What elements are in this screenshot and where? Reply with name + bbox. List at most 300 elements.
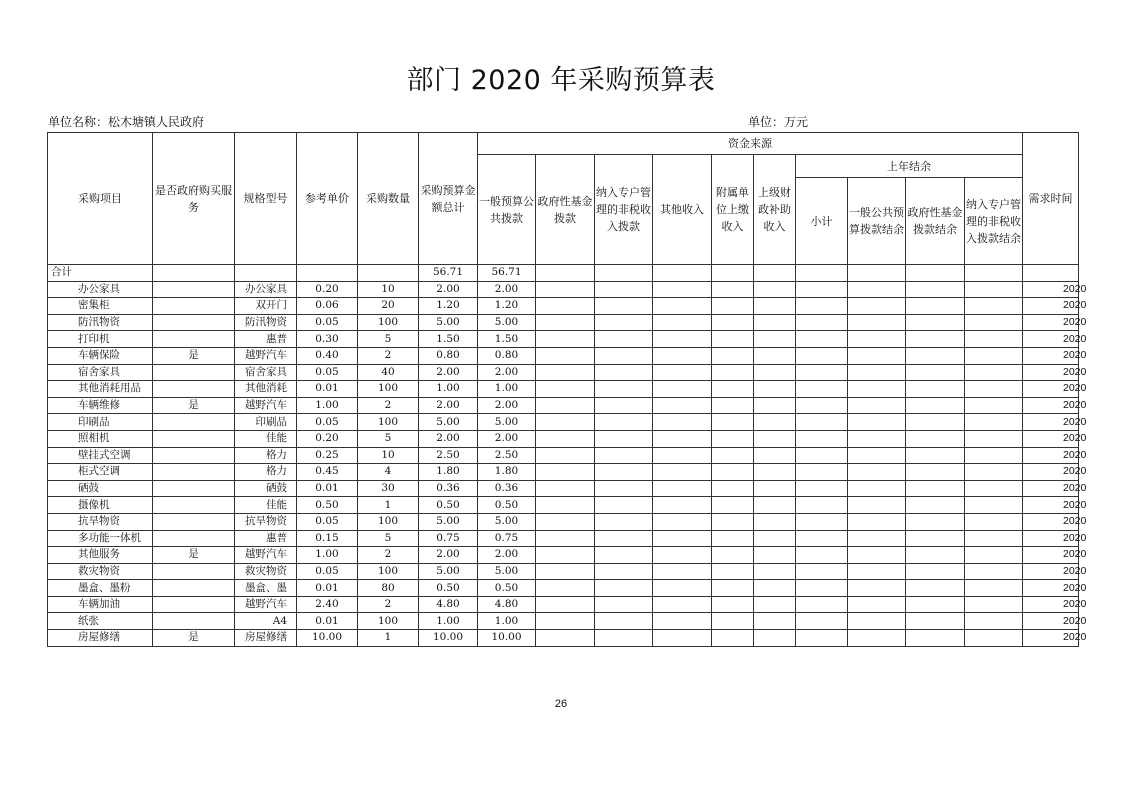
cell-demand-time: 2020 [1023, 480, 1079, 497]
cell-qty: 20 [358, 298, 419, 315]
table-row [48, 580, 1079, 597]
cell-spec: 惠普 [235, 530, 297, 547]
cell-empty [796, 331, 848, 348]
cell-empty [965, 480, 1023, 497]
cell-empty [965, 497, 1023, 514]
cell-empty [848, 447, 906, 464]
cell-empty [595, 596, 653, 613]
cell-empty [848, 314, 906, 331]
cell-empty [965, 447, 1023, 464]
cell-empty [848, 298, 906, 315]
cell-empty [754, 630, 796, 647]
cell-spec: 越野汽车 [235, 397, 297, 414]
cell-unit-price: 0.01 [297, 381, 358, 398]
cell-qty: 4 [358, 464, 419, 481]
cell-empty [536, 497, 595, 514]
cell-empty [536, 613, 595, 630]
cell-gov-service [153, 513, 235, 530]
cell-unit-price: 0.15 [297, 530, 358, 547]
cell-total-budget: 0.80 [419, 347, 478, 364]
cell-demand-time: 2020 [1023, 331, 1079, 348]
cell-empty [653, 414, 712, 431]
cell-empty [965, 630, 1023, 647]
cell-gov-service [153, 530, 235, 547]
cell-empty [965, 464, 1023, 481]
page-title: 部门 2020 年采购预算表 [406, 65, 716, 96]
cell-empty [796, 480, 848, 497]
cell-empty [653, 397, 712, 414]
cell-empty [965, 314, 1023, 331]
cell-gov-service [153, 497, 235, 514]
cell-empty [536, 580, 595, 597]
cell-empty [754, 331, 796, 348]
cell-total-budget: 5.00 [419, 563, 478, 580]
cell-empty [235, 265, 297, 282]
cell-empty [653, 630, 712, 647]
cell-spec: A4 [235, 613, 297, 630]
cell-empty [906, 397, 965, 414]
cell-empty [754, 298, 796, 315]
cell-empty [712, 596, 754, 613]
cell-demand-time: 2020 [1023, 613, 1079, 630]
cell-total-budget: 2.00 [419, 397, 478, 414]
cell-empty [712, 480, 754, 497]
cell-empty [848, 464, 906, 481]
cell-spec: 办公家具 [235, 281, 297, 298]
header-affiliated-income: 附属单位上缴收入 [712, 155, 754, 265]
currency-unit: 单位：万元 [748, 115, 809, 129]
cell-empty [754, 430, 796, 447]
cell-empty [153, 265, 235, 282]
cell-item: 打印机 [48, 331, 153, 348]
cell-general-budget: 0.36 [478, 480, 536, 497]
cell-empty [653, 580, 712, 597]
cell-empty [796, 513, 848, 530]
cell-empty [796, 397, 848, 414]
cell-empty [848, 397, 906, 414]
cell-empty [965, 530, 1023, 547]
total-label: 合计 [48, 265, 153, 282]
cell-empty [848, 497, 906, 514]
cell-demand-time: 2020 [1023, 298, 1079, 315]
table-row [48, 613, 1079, 630]
cell-empty [653, 364, 712, 381]
cell-empty [796, 464, 848, 481]
cell-empty [906, 447, 965, 464]
cell-empty [906, 530, 965, 547]
cell-item: 宿舍家具 [48, 364, 153, 381]
cell-demand-time: 2020 [1023, 464, 1079, 481]
cell-item: 房屋修缮 [48, 630, 153, 647]
cell-empty [536, 630, 595, 647]
cell-empty [796, 547, 848, 564]
cell-empty [653, 613, 712, 630]
cell-qty: 5 [358, 430, 419, 447]
cell-spec: 越野汽车 [235, 547, 297, 564]
cell-empty [536, 347, 595, 364]
table-row [48, 331, 1079, 348]
cell-unit-price: 0.05 [297, 513, 358, 530]
cell-empty [754, 596, 796, 613]
cell-empty [536, 464, 595, 481]
cell-unit-price: 0.45 [297, 464, 358, 481]
cell-empty [796, 265, 848, 282]
cell-empty [906, 630, 965, 647]
cell-empty [536, 530, 595, 547]
header-total-budget: 采购预算金额总计 [419, 133, 478, 265]
cell-empty [653, 298, 712, 315]
table-row [48, 298, 1079, 315]
cell-empty [536, 281, 595, 298]
cell-unit-price: 1.00 [297, 397, 358, 414]
cell-empty [796, 298, 848, 315]
cell-empty [653, 464, 712, 481]
cell-empty [965, 397, 1023, 414]
cell-demand-time: 2020 [1023, 530, 1079, 547]
cell-empty [796, 563, 848, 580]
table-row [48, 497, 1079, 514]
cell-general-budget: 4.80 [478, 596, 536, 613]
cell-item: 其他消耗用品 [48, 381, 153, 398]
cell-empty [906, 547, 965, 564]
cell-general-budget: 2.00 [478, 430, 536, 447]
cell-gov-service [153, 298, 235, 315]
cell-empty [595, 347, 653, 364]
cell-gov-service [153, 414, 235, 431]
unit-name: 单位名称：松木塘镇人民政府 [48, 115, 205, 129]
cell-qty: 10 [358, 447, 419, 464]
cell-total-budget: 0.36 [419, 480, 478, 497]
cell-empty [906, 497, 965, 514]
cell-demand-time: 2020 [1023, 497, 1079, 514]
cell-unit-price: 0.05 [297, 364, 358, 381]
cell-total-budget: 1.00 [419, 381, 478, 398]
cell-empty [536, 430, 595, 447]
cell-item: 墨盒、墨粉 [48, 580, 153, 597]
cell-empty [358, 265, 419, 282]
cell-empty [653, 314, 712, 331]
cell-empty [965, 580, 1023, 597]
cell-empty [712, 580, 754, 597]
cell-empty [536, 331, 595, 348]
header-prev-general: 一般公共预算拨款结余 [848, 178, 906, 265]
cell-empty [754, 613, 796, 630]
table-row [48, 397, 1079, 414]
cell-empty [754, 497, 796, 514]
cell-qty: 2 [358, 347, 419, 364]
cell-spec: 越野汽车 [235, 347, 297, 364]
cell-gov-service [153, 314, 235, 331]
cell-general-budget: 1.00 [478, 613, 536, 630]
cell-empty [906, 314, 965, 331]
table-row [48, 480, 1079, 497]
cell-empty [754, 414, 796, 431]
cell-empty [906, 613, 965, 630]
cell-demand-time: 2020 [1023, 580, 1079, 597]
cell-empty [653, 381, 712, 398]
cell-empty [848, 347, 906, 364]
total-row [48, 265, 1079, 282]
cell-empty [848, 265, 906, 282]
cell-empty [536, 563, 595, 580]
cell-empty [906, 580, 965, 597]
cell-empty [906, 430, 965, 447]
cell-qty: 2 [358, 397, 419, 414]
cell-empty [712, 630, 754, 647]
cell-unit-price: 0.40 [297, 347, 358, 364]
cell-qty: 10 [358, 281, 419, 298]
table-row [48, 347, 1079, 364]
cell-empty [712, 613, 754, 630]
cell-item: 办公家具 [48, 281, 153, 298]
cell-empty [965, 331, 1023, 348]
cell-gov-service [153, 613, 235, 630]
cell-qty: 100 [358, 314, 419, 331]
cell-empty [653, 513, 712, 530]
cell-spec: 格力 [235, 464, 297, 481]
cell-empty [906, 563, 965, 580]
cell-unit-price: 0.05 [297, 314, 358, 331]
table-row [48, 281, 1079, 298]
cell-gov-service [153, 281, 235, 298]
cell-empty [595, 480, 653, 497]
cell-empty [712, 265, 754, 282]
cell-empty [712, 430, 754, 447]
cell-empty [754, 530, 796, 547]
cell-item: 照相机 [48, 430, 153, 447]
cell-empty [796, 347, 848, 364]
cell-empty [848, 563, 906, 580]
cell-item: 车辆保险 [48, 347, 153, 364]
cell-empty [965, 547, 1023, 564]
cell-empty [595, 464, 653, 481]
cell-empty [754, 364, 796, 381]
table-row [48, 430, 1079, 447]
cell-empty [848, 530, 906, 547]
table-row [48, 447, 1079, 464]
cell-demand-time: 2020 [1023, 381, 1079, 398]
cell-empty [536, 364, 595, 381]
cell-gov-service [153, 447, 235, 464]
cell-empty [965, 563, 1023, 580]
cell-general-budget: 5.00 [478, 314, 536, 331]
cell-empty [796, 447, 848, 464]
cell-empty [796, 530, 848, 547]
table-row [48, 630, 1079, 647]
cell-empty [712, 331, 754, 348]
cell-empty [595, 630, 653, 647]
procurement-budget-table [47, 132, 1087, 647]
cell-unit-price: 2.40 [297, 596, 358, 613]
cell-unit-price: 0.05 [297, 563, 358, 580]
cell-spec: 救灾物资 [235, 563, 297, 580]
cell-qty: 100 [358, 513, 419, 530]
cell-total-budget: 5.00 [419, 414, 478, 431]
cell-empty [536, 447, 595, 464]
cell-empty [754, 513, 796, 530]
cell-empty [906, 364, 965, 381]
cell-empty [965, 298, 1023, 315]
cell-empty [754, 281, 796, 298]
cell-general-budget: 0.50 [478, 497, 536, 514]
cell-empty [653, 447, 712, 464]
cell-empty [754, 265, 796, 282]
cell-item: 抗旱物资 [48, 513, 153, 530]
header-prev-special: 纳入专户管理的非税收入拨款结余 [965, 178, 1023, 265]
cell-empty [965, 430, 1023, 447]
cell-unit-price: 10.00 [297, 630, 358, 647]
cell-empty [848, 281, 906, 298]
cell-empty [848, 513, 906, 530]
cell-general-budget: 1.20 [478, 298, 536, 315]
cell-empty [754, 447, 796, 464]
table-row [48, 364, 1079, 381]
total-general-value: 56.71 [478, 265, 536, 282]
cell-unit-price: 0.06 [297, 298, 358, 315]
cell-unit-price: 0.30 [297, 331, 358, 348]
cell-qty: 100 [358, 381, 419, 398]
table-row [48, 381, 1079, 398]
cell-empty [965, 265, 1023, 282]
cell-qty: 100 [358, 613, 419, 630]
cell-item: 纸张 [48, 613, 153, 630]
cell-general-budget: 0.50 [478, 580, 536, 597]
cell-general-budget: 2.00 [478, 281, 536, 298]
cell-demand-time: 2020 [1023, 414, 1079, 431]
cell-qty: 2 [358, 547, 419, 564]
cell-qty: 2 [358, 596, 419, 613]
cell-empty [796, 630, 848, 647]
cell-empty [712, 464, 754, 481]
cell-empty [754, 580, 796, 597]
cell-empty [848, 480, 906, 497]
cell-empty [796, 314, 848, 331]
cell-demand-time: 2020 [1023, 447, 1079, 464]
cell-empty [653, 480, 712, 497]
cell-empty [536, 596, 595, 613]
cell-gov-service [153, 381, 235, 398]
cell-empty [595, 298, 653, 315]
cell-general-budget: 2.00 [478, 397, 536, 414]
cell-empty [536, 480, 595, 497]
cell-empty [712, 381, 754, 398]
cell-empty [712, 364, 754, 381]
cell-general-budget: 5.00 [478, 563, 536, 580]
cell-empty [796, 381, 848, 398]
cell-demand-time: 2020 [1023, 596, 1079, 613]
cell-empty [796, 414, 848, 431]
cell-demand-time: 2020 [1023, 314, 1079, 331]
cell-qty: 40 [358, 364, 419, 381]
cell-general-budget: 2.00 [478, 547, 536, 564]
cell-gov-service [153, 331, 235, 348]
cell-total-budget: 2.50 [419, 447, 478, 464]
cell-empty [965, 347, 1023, 364]
cell-total-budget: 5.00 [419, 314, 478, 331]
cell-empty [536, 298, 595, 315]
cell-empty [653, 563, 712, 580]
cell-empty [712, 281, 754, 298]
cell-empty [712, 314, 754, 331]
header-qty: 采购数量 [358, 133, 419, 265]
cell-empty [595, 397, 653, 414]
cell-item: 柜式空调 [48, 464, 153, 481]
header-prev-balance: 上年结余 [796, 155, 1023, 178]
cell-general-budget: 1.50 [478, 331, 536, 348]
table-row [48, 530, 1079, 547]
cell-empty [595, 381, 653, 398]
cell-general-budget: 5.00 [478, 414, 536, 431]
table-row [48, 513, 1079, 530]
cell-item: 车辆加油 [48, 596, 153, 613]
cell-spec: 抗旱物资 [235, 513, 297, 530]
cell-demand-time: 2020 [1023, 430, 1079, 447]
header-subtotal: 小计 [796, 178, 848, 265]
cell-empty [796, 596, 848, 613]
cell-total-budget: 5.00 [419, 513, 478, 530]
cell-empty [906, 298, 965, 315]
table-row [48, 547, 1079, 564]
cell-empty [712, 530, 754, 547]
cell-empty [906, 265, 965, 282]
cell-empty [595, 580, 653, 597]
cell-qty: 80 [358, 580, 419, 597]
cell-empty [595, 447, 653, 464]
cell-spec: 其他消耗 [235, 381, 297, 398]
cell-unit-price: 0.50 [297, 497, 358, 514]
cell-item: 壁挂式空调 [48, 447, 153, 464]
cell-empty [796, 580, 848, 597]
cell-total-budget: 0.50 [419, 580, 478, 597]
cell-empty [712, 447, 754, 464]
cell-empty [595, 547, 653, 564]
cell-general-budget: 10.00 [478, 630, 536, 647]
cell-empty [848, 613, 906, 630]
cell-qty: 1 [358, 497, 419, 514]
cell-total-budget: 0.75 [419, 530, 478, 547]
header-unit-price: 参考单价 [297, 133, 358, 265]
cell-item: 密集柜 [48, 298, 153, 315]
cell-empty [906, 414, 965, 431]
cell-unit-price: 0.01 [297, 580, 358, 597]
cell-empty [965, 513, 1023, 530]
cell-total-budget: 10.00 [419, 630, 478, 647]
cell-empty [796, 364, 848, 381]
cell-empty [595, 281, 653, 298]
cell-qty: 5 [358, 331, 419, 348]
cell-spec: 惠普 [235, 331, 297, 348]
cell-qty: 100 [358, 563, 419, 580]
cell-empty [848, 414, 906, 431]
cell-empty [965, 596, 1023, 613]
cell-spec: 格力 [235, 447, 297, 464]
cell-item: 印刷品 [48, 414, 153, 431]
cell-item: 车辆维修 [48, 397, 153, 414]
cell-empty [906, 480, 965, 497]
cell-demand-time: 2020 [1023, 547, 1079, 564]
cell-empty [595, 364, 653, 381]
cell-empty [906, 464, 965, 481]
cell-empty [965, 381, 1023, 398]
cell-qty: 1 [358, 630, 419, 647]
cell-empty [595, 563, 653, 580]
cell-empty [1023, 265, 1079, 282]
cell-item: 防汛物资 [48, 314, 153, 331]
cell-gov-service: 是 [153, 347, 235, 364]
cell-empty [595, 613, 653, 630]
cell-empty [906, 596, 965, 613]
cell-empty [754, 480, 796, 497]
